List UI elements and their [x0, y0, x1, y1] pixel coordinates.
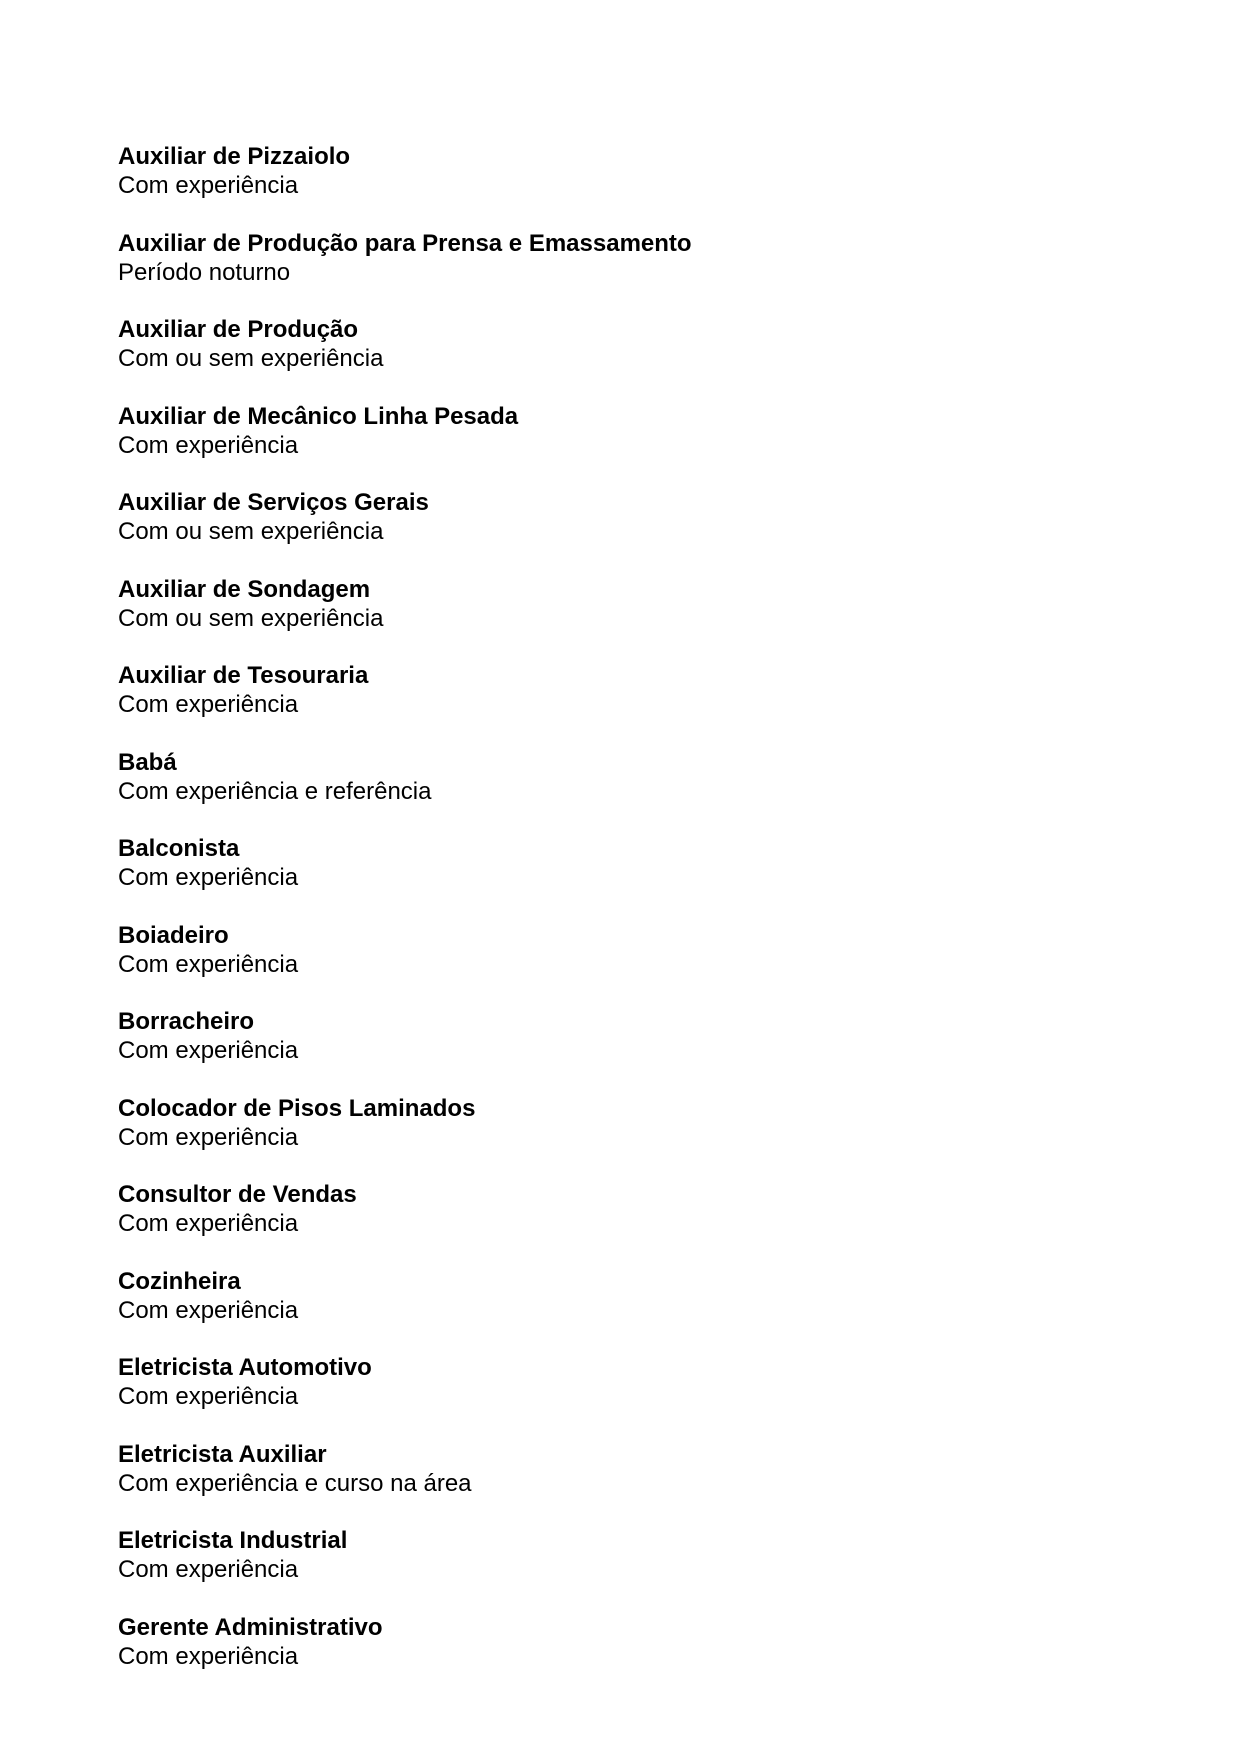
job-title: Auxiliar de Mecânico Linha Pesada [118, 402, 519, 430]
job-item [118, 229, 1118, 316]
job-title: Borracheiro [118, 1008, 255, 1035]
job-requirement: Com experiência [118, 691, 299, 718]
job-item [118, 1007, 1118, 1094]
job-item [118, 1353, 1118, 1440]
job-requirement: Com experiência [118, 1642, 299, 1670]
job-title: Balconista [118, 835, 240, 862]
job-title: Auxiliar de Produção para Prensa e Emassamento [118, 229, 692, 257]
job-requirement: Com experiência [118, 1383, 299, 1410]
job-item [118, 315, 1118, 402]
job-title: Babá [118, 748, 177, 776]
job-title: Auxiliar de Sondagem [118, 575, 371, 603]
job-item [118, 488, 1118, 575]
job-title: Auxiliar de Produção [118, 316, 359, 343]
job-title: Cozinheira [118, 1267, 241, 1295]
job-listing [118, 142, 1118, 1699]
job-title: Gerente Administrativo [118, 1613, 383, 1641]
job-requirement: Com ou sem experiência [118, 518, 384, 545]
job-requirement: Com experiência [118, 864, 299, 891]
job-requirement: Com experiência [118, 431, 299, 459]
job-title: Colocador de Pisos Laminados [118, 1094, 476, 1122]
job-requirement: Período noturno [118, 258, 291, 286]
job-title: Eletricista Industrial [118, 1527, 348, 1554]
job-title: Auxiliar de Serviços Gerais [118, 489, 429, 516]
job-item [118, 921, 1118, 1008]
job-requirement: Com experiência [118, 1296, 299, 1324]
job-item [118, 834, 1118, 921]
job-requirement: Com experiência e curso na área [118, 1469, 472, 1497]
job-requirement: Com ou sem experiência [118, 345, 384, 372]
job-requirement: Com experiência e referência [118, 777, 432, 805]
job-title: Auxiliar de Pizzaiolo [118, 143, 351, 170]
job-item [118, 1440, 1118, 1527]
job-item [118, 402, 1118, 489]
job-item [118, 748, 1118, 835]
job-item [118, 1613, 1118, 1700]
job-item [118, 1094, 1118, 1181]
job-item [118, 575, 1118, 662]
job-requirement: Com experiência [118, 172, 299, 199]
job-title: Eletricista Auxiliar [118, 1440, 327, 1468]
job-title: Boiadeiro [118, 921, 229, 949]
job-item [118, 142, 1118, 229]
job-item [118, 1267, 1118, 1354]
job-requirement: Com experiência [118, 1123, 299, 1151]
job-requirement: Com experiência [118, 950, 299, 978]
job-item [118, 1526, 1118, 1613]
job-title: Consultor de Vendas [118, 1181, 357, 1208]
job-requirement: Com experiência [118, 1210, 299, 1237]
job-requirement: Com experiência [118, 1037, 299, 1064]
job-requirement: Com experiência [118, 1556, 299, 1583]
job-title: Auxiliar de Tesouraria [118, 662, 369, 689]
job-item [118, 661, 1118, 748]
job-requirement: Com ou sem experiência [118, 604, 384, 632]
job-item [118, 1180, 1118, 1267]
job-title: Eletricista Automotivo [118, 1354, 372, 1381]
